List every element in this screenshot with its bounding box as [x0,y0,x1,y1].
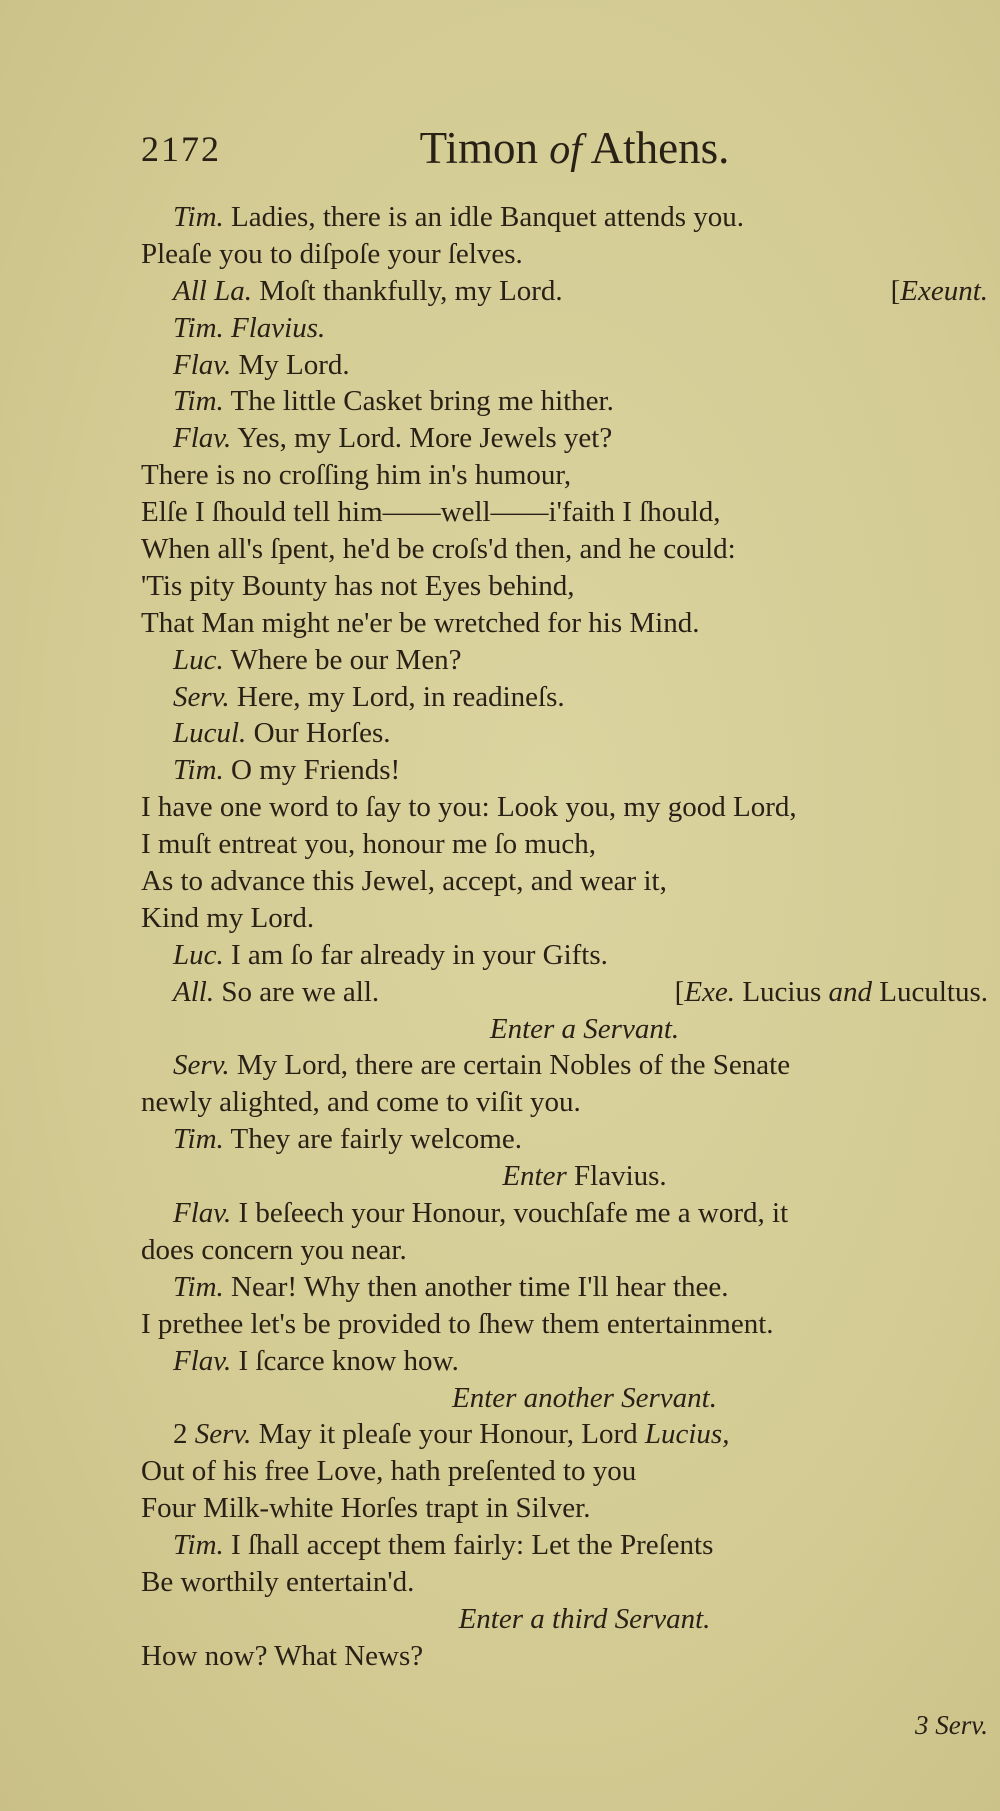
italic-text: Flav. [173,422,232,455]
italic-text: Lucius, [644,1418,730,1451]
roman-text: [ [674,975,685,1008]
roman-text: does concern you near. [141,1233,407,1266]
italic-text: Enter [502,1160,567,1193]
roman-text: The little Casket bring me hither. [223,385,614,418]
roman-text: Elſe I ſhould tell him——well——i'faith I ſhould, [141,496,721,529]
text-line [141,420,988,457]
roman-text: Moſt thankfully, my Lord. [251,274,563,307]
roman-text: When all's ſpent, he'd be croſs'd then, and he could: [141,533,736,566]
text-line [141,568,988,605]
italic-text: Tim. [173,754,224,787]
text-line [141,1564,988,1601]
roman-text: Be worthily entertain'd. [141,1565,415,1598]
roman-text: Yes, my Lord. More Jewels yet? [231,422,613,455]
roman-text: Here, my Lord, in readineſs. [229,680,565,713]
text-line [141,1195,988,1232]
text-line [141,1453,988,1490]
title-part: Athens. [581,123,730,173]
roman-text: [ [890,274,901,307]
italic-text: Exeunt. [900,274,988,307]
italic-text: Luc. [173,938,224,971]
italic-text: Enter another Servant. [452,1381,717,1414]
roman-text: I have one word to ſay to you: Look you, my good Lord, [141,791,797,824]
text-line [141,1084,988,1121]
italic-text: Tim. Flavius. [173,311,326,344]
text-line [141,1490,988,1527]
roman-text: Lucius [735,975,829,1008]
roman-text: Ladies, there is an idle Banquet attends you. [223,201,745,233]
italic-text: Tim. [173,1529,224,1562]
title-part: Timon [419,123,550,173]
text-line [141,1638,988,1675]
text-line [141,605,988,642]
text-line [141,1343,988,1380]
roman-text: 'Tis pity Bounty has not Eyes behind, [141,569,575,602]
text-line [141,642,988,679]
text-line [141,199,988,236]
exit-direction [891,273,988,310]
roman-text: I prethee let's be provided to ſhew them entertainment. [141,1307,774,1340]
italic-text: Enter a Servant. [489,1012,680,1045]
text-line [141,1527,988,1564]
play-text [141,199,988,1675]
roman-text: I ſcarce know how. [231,1344,459,1377]
italic-text: and [828,975,872,1008]
roman-text: I muſt entreat you, honour me ſo much, [141,828,597,861]
roman-text: Lucultus. [872,975,988,1008]
stage-direction [141,1011,988,1048]
text-line [141,863,988,900]
roman-text: So are we all. [214,975,380,1008]
text-line [141,679,988,716]
stage-direction [141,1380,988,1417]
text-line [141,1416,988,1453]
roman-text: May it pleaſe your Honour, Lord [251,1418,645,1451]
italic-text: Flav. [173,1344,232,1377]
italic-text: Exe. [684,975,736,1008]
roman-text: Near! Why then another time I'll hear thee. [223,1270,729,1303]
roman-text: My Lord. [231,348,350,381]
title-part: of [549,127,582,173]
roman-text: That Man might ne'er be wretched for his Mind. [141,606,700,639]
text-line [141,789,988,826]
roman-text: Flavius. [566,1160,667,1193]
roman-text: newly alighted, and come to viſit you. [141,1086,581,1119]
italic-text: Serv. [173,680,230,713]
text-line [141,1121,988,1158]
text-line [141,457,988,494]
italic-text: Flav. [173,1197,232,1230]
italic-text: Lucul. [173,717,247,750]
text-line [141,531,988,568]
text-line [141,1269,988,1306]
roman-text: Four Milk-white Horſes trapt in Silver. [141,1492,591,1525]
text-line [141,826,988,863]
text-line [141,752,988,789]
text-line [141,273,988,310]
text-line [141,1232,988,1269]
roman-text: Kind my Lord. [141,901,315,934]
text-line [141,383,988,420]
stage-direction [141,1158,988,1195]
roman-text: My Lord, there are certain Nobles of the Senate [229,1049,791,1082]
italic-text: All. [173,975,215,1008]
running-title [141,122,988,174]
text-line [141,1306,988,1343]
text-line [141,236,988,273]
exit-direction [675,974,988,1011]
roman-text: As to advance this Jewel, accept, and wear it, [141,865,667,898]
italic-text: Serv. [194,1418,252,1451]
roman-text: Out of his free Love, hath preſented to you [141,1455,637,1488]
italic-text: Tim. [173,201,224,233]
italic-text: All La. [173,274,252,307]
text-line [141,347,988,384]
roman-text: O my Friends! [223,754,401,787]
text-line [141,715,988,752]
roman-text: They are fairly welcome. [223,1123,522,1156]
roman-text: I beſeech your Honour, vouchſafe me a word, it [231,1197,789,1230]
italic-text: Serv. [173,1049,230,1082]
roman-text: 2 [173,1418,195,1451]
text-line [141,900,988,937]
running-header [141,122,988,182]
catchword: 3 Serv. [915,1710,988,1740]
page-number: 2172 [141,129,221,169]
text-line [141,937,988,974]
italic-text: Tim. [173,1270,224,1303]
italic-text: Enter a third Servant. [458,1602,711,1635]
italic-text: Tim. [173,385,224,418]
roman-text: Pleaſe you to diſpoſe your ſelves. [141,237,523,270]
text-line [141,1047,988,1084]
roman-text: There is no croſſing him in's humour, [141,459,572,492]
italic-text: Tim. [173,1123,224,1156]
text-line [141,494,988,531]
roman-text: I am ſo far already in your Gifts. [223,938,608,971]
italic-text: Luc. [173,643,224,676]
text-line [141,310,988,347]
stage-direction [141,1601,988,1638]
text-line [141,974,988,1011]
roman-text: Where be our Men? [223,643,462,676]
roman-text: How now? What News? [141,1639,424,1672]
italic-text: Flav. [173,348,232,381]
roman-text: I ſhall accept them fairly: Let the Preſents [223,1529,714,1562]
roman-text: Our Horſes. [246,717,391,750]
